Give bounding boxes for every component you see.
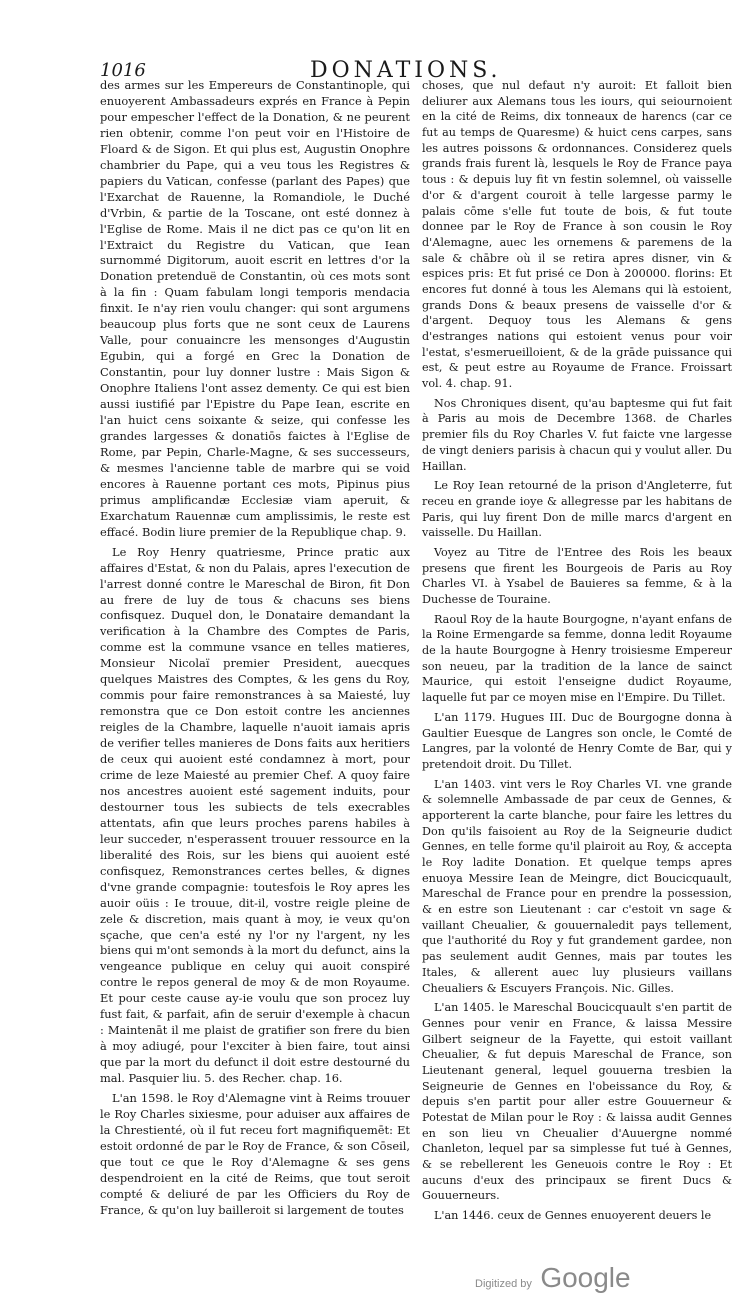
- paragraph: L'an 1179. Hugues III. Duc de Bourgogne donna à Gaultier Euesque de Langres son oncle, le Comté de Langres, par la volonté de Henry Comte de Bar, qui y pretendoit droit. Du Tillet.: [422, 710, 732, 771]
- paragraph: Nos Chroniques disent, qu'au baptesme qui fut fait à Paris au mois de Decembre 1368. de Charles premier fils du Roy Charles V. fut faicte vne largesse de vingt deniers parisis à chacun qui y voulut aller. Du Haillan.: [422, 396, 732, 473]
- paragraph: Le Roy Henry quatriesme, Prince pratic aux affaires d'Estat, & non du Palais, apres l'execution de l'arrest donné contre le Mareschal de Biron, fit Don au frere de luy de tous & chacuns ses biens confisquez. Duquel don, le Donataire demandant la verification à la Chambre des Comptes de Paris, comme est la commune vsance en telles matieres, Monsieur Nicolaï premier President, auecques quelques Maistres des Comptes, & les gens du Roy, commis pour faire remonstrances à sa Maiesté, luy remonstra que ce Don estoit contre les anciennes reigles de la Chambre, laquelle n'auoit iamais apris de verifier telles manieres de Dons faits aux heritiers de ceux qui auoient esté condamnez à mort, pour crime de leze Maiesté au premier Chef. A quoy faire nos ancestres auoient esté sagement induits, pour destourner tous les subiects de tels execrables attentats, afin que leurs proches parens habiles à leur succeder, n'esperassent trouuer ressource en la liberalité des Rois, sur les biens qui auoient esté confisquez, Remonstrances certes belles, & dignes d'vne grande compagnie: toutesfois le Roy apres les auoir oüis : Ie trouue, dit-il, vostre reigle pleine de zele & discretion, mais quant à moy, ie veux qu'on sçache, que cen'a esté ny l'or ny l'argent, ny les biens qui m'ont semonds à la mort du defunct, ains la vengeance publique en celuy qui auoit conspiré contre le repos general de moy & de mon Royaume. Et pour ceste cause ay-ie voulu que son procez luy fust fait, & parfait, afin de seruir d'exemple à chacun : Maintenāt il me plaist de gratifier son frere du bien à moy adiugé, pour l'exciter à bien faire, tout ainsi que par la mort du defunct il doit estre destourné du mal. Pasquier liu. 5. des Recher. chap. 16.: [100, 544, 410, 1086]
- paragraph: des armes sur les Empereurs de Constantinople, qui enuoyerent Ambassadeurs exprés en France à Pepin pour empescher l'effect de la Donation, & ne peurent rien obtenir, comme l'on peut voir en l'Histoire de Floard & de Sigon. Et qui plus est, Augustin Onophre chambrier du Pape, qui a veu tous les Registres & papiers du Vatican, confesse (parlant des Papes) que l'Exarchat de Rauenne, la Romandiole, le Duché d'Vrbin, & partie de la Toscane, ont esté donnez à l'Eglise de Rome. Mais il ne dict pas ce qu'on lit en l'Extraict du Registre du Vatican, que Iean surnommé Digitorum, auoit escrit en lettres d'or la Donation pretenduë de Constantin, où ces mots sont à la fin : Quam fabulam longi temporis mendacia finxit. Ie n'ay rien voulu changer: qui sont argumens beaucoup plus forts que ne sont ceux de Laurens Valle, pour conuaincre les mensonges d'Augustin Egubin, qui a forgé en Grec la Donation de Constantin, pour luy donner lustre : Mais Sigon & Onophre Italiens l'ont assez dementy. Ce qui est bien aussi iustifié par l'Epistre du Pape Iean, escrite en l'an huict cens soixante & seize, qui confesse les grandes largesses & donatiōs faictes à l'Eglise de Rome, par Pepin, Charle-Magne, & ses successeurs, & mesmes l'ancienne table de marbre qui se void encores à Rauenne portant ces mots, Pipinus pius primus amplificandæ Ecclesiæ viam aperuit, & Exarchatum Rauennæ cum amplissimis, le reste est effacé. Bodin liure premier de la Republique chap. 9.: [100, 78, 410, 539]
- right-column: [422, 78, 732, 1224]
- google-logo: Google: [540, 1262, 631, 1293]
- watermark-prefix: Digitized by: [475, 1278, 532, 1290]
- running-title: DONATIONS.: [310, 58, 502, 83]
- paragraph: choses, que nul defaut n'y auroit: Et falloit bien deliurer aux Alemans tous les iours, qui seiournoient en la cité de Reims, dix tonneaux de harencs (car ce fut au temps de Quaresme) & huict cens carpes, sans les autres poissons & ordonnances. Considerez quels grands frais furent là, lesquels le Roy de France paya tous : & depuis luy fit vn festin solemnel, où vaisselle d'or & d'argent couroit à telle largesse parmy le palais cōme s'elle fut toute de bois, & fut toute donnee par le Roy de France à son cousin le Roy d'Alemagne, auec les ornemens & paremens de la sale & chābre où il se retira apres disner, vin & espices pris: Et fut prisé ce Don à 200000. florins: Et encores fut donné à tous les Alemans qui là estoient, grands Dons & beaux presens de vaisselle d'or & d'argent. Dequoy tous les Alemans & gens d'estranges nations qui estoient venus pour voir l'estat, s'esmerueilloient, & de la grāde puissance qui est, & peut estre au Royaume de France. Froissart vol. 4. chap. 91.: [422, 79, 732, 391]
- paragraph: L'an 1446. ceux de Gennes enuoyerent deuers le: [434, 1209, 712, 1223]
- left-column: [100, 78, 410, 1219]
- paragraph: Le Roy Iean retourné de la prison d'Angleterre, fut receu en grande ioye & allegresse par les habitans de Paris, qui luy firent Don de mille marcs d'argent en vaisselle. Du Haillan.: [422, 479, 732, 540]
- paragraph: Voyez au Titre de l'Entree des Rois les beaux presens que firent les Bourgeois de Paris au Roy Charles VI. à Ysabel de Bauieres sa femme, & à la Duchesse de Touraine.: [422, 545, 732, 606]
- paragraph: L'an 1405. le Mareschal Boucicquault s'en partit de Gennes pour venir en France, & laissa Messire Gilbert seigneur de la Fayette, qui estoit vaillant Cheualier, & fut depuis Mareschal de France, son Lieutenant general, lequel gouuerna tresbien la Seigneurie de Gennes en l'obeissance du Roy, & depuis s'en partit pour aller estre Gouuerneur & Potestat de Milan pour le Roy : & laissa audit Gennes en son lieu vn Cheualier d'Auuergne nommé Chanleton, lequel par sa simplesse fut tué à Gennes, & se rebellerent les Geneuois contre le Roy : Et aucuns d'eux des principaux se firent Ducs & Gouuerneurs.: [422, 1001, 732, 1203]
- paragraph: L'an 1598. le Roy d'Alemagne vint à Reims trouuer le Roy Charles sixiesme, pour aduiser aux affaires de la Chrestienté, où il fut receu fort magnifiquemēt: Et estoit ordonné de par le Roy de France, & son Cōseil, que tout ce que le Roy d'Alemagne & ses gens despendroient en la cité de Reims, que tout seroit compté & deliuré de par les Officiers du Roy de France, & qu'on luy bailleroit si largement de toutes: [100, 1091, 410, 1217]
- paragraph: Raoul Roy de la haute Bourgogne, n'ayant enfans de la Roine Ermengarde sa femme, donna ledit Royaume de la haute Bourgogne à Henry troisiesme Empereur son neueu, par la tradition de la lance de sainct Maurice, qui estoit l'enseigne dudict Royaume, laquelle fut par ce moyen mise en l'Empire. Du Tillet.: [422, 612, 732, 705]
- page-number: 1016: [100, 60, 146, 81]
- paragraph: L'an 1403. vint vers le Roy Charles VI. vne grande & solemnelle Ambassade de par ceux de Gennes, & apporterent la carte blanche, pour faire les lettres du Don qu'ils faisoient au Roy de la Seigneurie dudict Gennes, en telle forme qu'il plairoit au Roy, & accepta le Roy ladite Donation. Et quelque temps apres enuoya Messire Iean de Meingre, dict Boucicquault, Mareschal de France pour en prendre la possession, & en estre son Lieutenant : car c'estoit vn sage & vaillant Cheualier, & gouuernaledit pays tellement, que l'authorité du Roy y fut grandement gardee, non pas seulement audit Gennes, mais par toutes les Itales, & allerent auec luy plusieurs vaillans Cheualiers & Escuyers François. Nic. Gilles.: [422, 777, 732, 995]
- digitized-watermark: [475, 1262, 631, 1294]
